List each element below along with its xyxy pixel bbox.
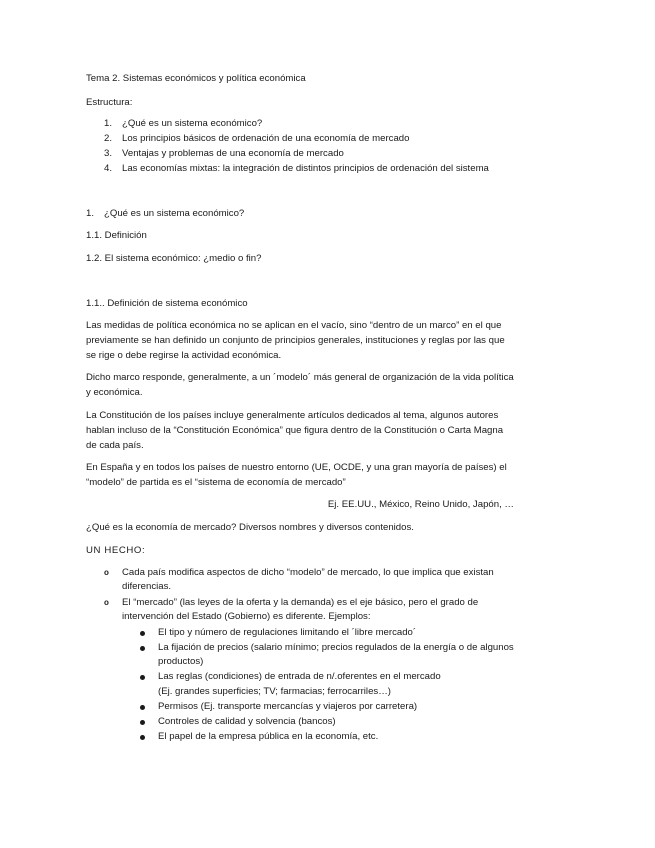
bullet-item <box>140 641 520 669</box>
list-item <box>104 566 514 594</box>
section-heading <box>86 207 244 220</box>
bullet-item <box>140 700 520 714</box>
un-hecho-label: UN HECHO: <box>86 545 146 556</box>
paragraph: Dicho marco responde, generalmente, a un ´modelo´ más general de organización de la vida política y económica. <box>86 372 514 398</box>
bullet-item-continuation <box>140 685 520 699</box>
paragraph: En España y en todos los países de nuestro entorno (UE, OCDE, y una gran mayoría de países) el “modelo” de partida es el “sistema de economía de mercado” <box>86 462 507 488</box>
toc-item-text: ¿Qué es un sistema económico? <box>122 118 263 129</box>
circle-bullet-icon: o <box>104 568 109 577</box>
bullet-item <box>140 730 520 744</box>
toc-item <box>104 117 262 130</box>
list-item-text: El “mercado” (las leyes de la oferta y la demanda) es el eje básico, pero el grado de intervención del Estado (Gobierno) es diferente. Ejemplos: <box>122 597 479 622</box>
bullet-dot-icon <box>140 675 145 680</box>
bullet-dot-icon <box>140 735 145 740</box>
circle-bullet-icon: o <box>104 598 109 607</box>
toc-item <box>104 132 409 145</box>
toc-item-text: Los principios básicos de ordenación de una economía de mercado <box>122 133 410 144</box>
bullet-dot-icon <box>140 720 145 725</box>
toc-item <box>104 147 344 160</box>
bullet-item-text: El papel de la empresa pública en la economía, etc. <box>158 731 379 742</box>
question-line: ¿Qué es la economía de mercado? Diversos nombres y diversos contenidos. <box>86 522 414 533</box>
bullet-dot-icon <box>140 705 145 710</box>
section-number: 1. <box>86 208 95 219</box>
bullet-item-text: Controles de calidad y solvencia (bancos) <box>158 716 336 727</box>
paragraph: La Constitución de los países incluye generalmente artículos dedicados al tema, algunos autores hablan incluso de la “Constitución Económica” que figura dentro de la Constitución o Carta Magna de cada país. <box>86 410 504 451</box>
document-title: Tema 2. Sistemas económicos y política económica <box>86 73 306 84</box>
paragraph: Las medidas de política económica no se aplican en el vacío, sino “dentro de un marco” en el que previamente se han definido un conjunto de principios generales, instituciones y reglas por las que se rige o debe regirse la actividad económica. <box>86 320 505 361</box>
subsection-medio-o-fin: 1.2. El sistema económico: ¿medio o fin? <box>86 253 262 264</box>
toc-item-text: Ventajas y problemas de una economía de mercado <box>122 148 344 159</box>
example-countries: Ej. EE.UU., México, Reino Unido, Japón, … <box>327 499 514 510</box>
toc-item-number: 1. <box>104 118 113 129</box>
toc-item-number: 4. <box>104 163 113 174</box>
bullet-item <box>140 626 520 640</box>
bullet-item-text: El tipo y número de regulaciones limitando el ´libre mercado´ <box>158 627 417 638</box>
list-item-text: Cada país modifica aspectos de dicho “modelo” de mercado, lo que implica que existan diferencias. <box>122 567 494 592</box>
section-text: ¿Qué es un sistema económico? <box>104 208 245 219</box>
bullet-item-text: (Ej. grandes superficies; TV; farmacias; ferrocarriles…) <box>158 686 391 697</box>
estructura-label: Estructura: <box>86 97 133 108</box>
bullet-item-text: Las reglas (condiciones) de entrada de n/.oferentes en el mercado <box>158 671 441 682</box>
toc-item-text: Las economías mixtas: la integración de distintos principios de ordenación del sistema <box>122 163 489 174</box>
definition-heading: 1.1.. Definición de sistema económico <box>86 298 248 309</box>
bullet-item <box>140 715 520 729</box>
bullet-dot-icon <box>140 631 145 636</box>
bullet-item <box>140 670 520 684</box>
toc-item-number: 3. <box>104 148 113 159</box>
toc-item-number: 2. <box>104 133 113 144</box>
toc-item <box>104 162 489 175</box>
bullet-dot-icon <box>140 646 145 651</box>
subsection-definicion: 1.1. Definición <box>86 230 147 241</box>
bullet-item-text: Permisos (Ej. transporte mercancías y viajeros por carretera) <box>158 701 418 712</box>
list-item <box>104 596 514 624</box>
bullet-item-text: La fijación de precios (salario mínimo; precios regulados de la energía o de algunos productos) <box>158 642 514 667</box>
